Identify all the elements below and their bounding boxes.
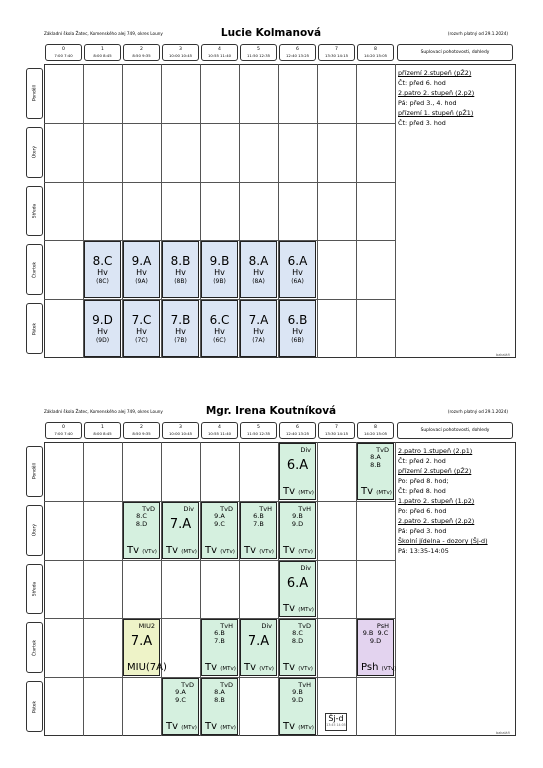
lesson-group: (MTv) <box>220 724 236 731</box>
day-name: Středa <box>32 581 37 597</box>
column-divider <box>122 442 123 736</box>
lesson-class: 7.A <box>169 516 192 532</box>
lesson-subject: Hv <box>136 268 147 278</box>
lesson-class: 7.C <box>131 313 152 328</box>
period-header-3 <box>162 422 199 439</box>
lesson-code: Div <box>183 504 194 513</box>
lesson-class: 8.C <box>92 254 113 269</box>
lesson-classes: 6.B 7.B <box>253 511 264 528</box>
lesson-group: (8A) <box>252 278 265 286</box>
lunch-duty-box[interactable] <box>325 713 347 731</box>
period-header-7 <box>318 44 355 61</box>
period-time: 11:50 12:35 <box>246 431 271 436</box>
period-time: 12:40 13:25 <box>285 431 310 436</box>
lesson-cell[interactable] <box>240 300 277 357</box>
lesson-cell[interactable] <box>357 443 394 500</box>
period-number: 7 <box>335 425 338 430</box>
lesson-subject <box>283 662 313 673</box>
timetable-sheet-kolmanova <box>26 24 516 362</box>
lesson-group: (VTv) <box>220 548 235 555</box>
period-header-4 <box>201 422 238 439</box>
period-number: 4 <box>218 425 221 430</box>
lesson-class: 7.A <box>247 634 270 650</box>
validity-note: (rozvrh platný od 29.1.2024) <box>447 31 508 36</box>
lesson-subject-text: Tv <box>205 720 218 732</box>
period-time: 10:55 11:40 <box>207 53 232 58</box>
lesson-group: (VTv) <box>298 666 313 673</box>
lesson-group: (MTv) <box>181 548 197 555</box>
lesson-subject-text: Tv <box>205 662 218 674</box>
lesson-subject-text: Tv <box>283 485 296 497</box>
period-header-4 <box>201 44 238 61</box>
lesson-group: (MTv) <box>220 666 236 673</box>
lesson-code: PsH <box>376 622 389 631</box>
day-name: Čtvrtek <box>32 261 37 278</box>
lesson-code: TvD <box>220 681 233 690</box>
lesson-group: (6C) <box>213 337 226 345</box>
day-label-1 <box>26 505 43 556</box>
validity-note: (rozvrh platný od 29.1.2024) <box>447 409 508 414</box>
day-name: Pátek <box>32 322 37 335</box>
period-number: 1 <box>101 425 104 430</box>
lesson-subject-text: Tv <box>361 485 374 497</box>
lesson-subject <box>283 603 314 614</box>
lesson-cell[interactable] <box>201 619 238 676</box>
lesson-code: TvD <box>298 622 311 631</box>
lesson-code: TvD <box>181 681 194 690</box>
period-header-8 <box>357 44 394 61</box>
lesson-group: (MTv) <box>376 489 392 496</box>
lesson-subject: Hv <box>175 327 186 337</box>
period-number: 7 <box>335 47 338 52</box>
period-time: 12:40 13:25 <box>285 53 310 58</box>
day-label-4 <box>26 303 43 354</box>
lesson-group: (6B) <box>291 337 304 345</box>
row-divider <box>44 182 395 183</box>
teacher-name: Lucie Kolmanová <box>220 27 322 39</box>
lesson-cell[interactable] <box>123 502 160 559</box>
supervision-entry: přízemí 2.stupeň (pŽ2) <box>398 467 472 475</box>
supervision-header: Suplovací pohotovosti, dohledy <box>397 44 513 61</box>
lesson-classes: 9.A 9.C <box>175 688 186 705</box>
lesson-subject <box>205 545 235 556</box>
lesson-code: TvH <box>298 504 311 513</box>
lesson-cell[interactable] <box>84 241 121 298</box>
period-time: 7:00 7:40 <box>54 431 73 436</box>
lesson-cell[interactable] <box>279 619 316 676</box>
lesson-subject: Hv <box>97 268 108 278</box>
lesson-code: Div <box>261 622 272 631</box>
supervision-entry: Čt: před 3. hod <box>398 119 446 127</box>
lesson-subject <box>361 662 396 673</box>
period-header-5 <box>240 422 277 439</box>
lesson-subject <box>127 662 167 673</box>
lesson-code: TvD <box>142 504 155 513</box>
lesson-group: (8B) <box>174 278 187 286</box>
day-label-2 <box>26 186 43 237</box>
period-time: 7:00 7:40 <box>54 53 73 58</box>
period-number: 2 <box>140 425 143 430</box>
supervision-entry: 2.patro 2. stupeň (2.p2) <box>398 517 475 525</box>
lesson-class: 8.B <box>170 254 191 269</box>
lesson-classes: 9.B 9.D <box>291 511 304 528</box>
period-header-5 <box>240 44 277 61</box>
lesson-subject-text: Psh <box>361 662 379 674</box>
lesson-subject <box>205 662 236 673</box>
lesson-class: 7.B <box>170 313 191 328</box>
supervision-list <box>398 68 474 128</box>
lesson-class: 6.A <box>286 575 309 591</box>
lesson-cell[interactable] <box>201 678 238 735</box>
period-time: 10:00 10:45 <box>168 53 193 58</box>
lesson-cell[interactable] <box>162 241 199 298</box>
period-header-6 <box>279 422 316 439</box>
period-number: 4 <box>218 47 221 52</box>
lesson-subject: Hv <box>214 327 225 337</box>
lesson-subject <box>166 721 197 732</box>
lesson-class: 9.A <box>131 254 152 269</box>
lesson-class: 9.D <box>92 313 113 328</box>
day-label-0 <box>26 68 43 119</box>
lesson-subject <box>283 721 314 732</box>
lesson-class: 8.A <box>248 254 269 269</box>
period-number: 0 <box>62 47 65 52</box>
period-header-1 <box>84 44 121 61</box>
lesson-subject-text: Tv <box>166 544 179 556</box>
period-time: 10:00 10:45 <box>168 431 193 436</box>
day-name: Úterý <box>32 146 37 159</box>
supervision-entry: Po: před 8. hod; <box>398 477 449 485</box>
period-number: 1 <box>101 47 104 52</box>
lesson-cell[interactable] <box>162 678 199 735</box>
supervision-entry: přízemí 2.stupeň (pŽ2) <box>398 69 472 77</box>
period-number: 2 <box>140 47 143 52</box>
lesson-cell[interactable] <box>279 443 316 500</box>
lesson-group: (9A) <box>135 278 148 286</box>
lesson-cell[interactable] <box>279 241 316 298</box>
column-divider <box>239 442 240 736</box>
lesson-subject-text: Tv <box>244 544 257 556</box>
lunch-duty-time: 13:45 14:05 <box>326 723 346 728</box>
supervision-entry: Čt: před 8. hod <box>398 487 446 495</box>
lesson-cell[interactable] <box>240 502 277 559</box>
supervision-entry: Po: před 6. hod <box>398 507 447 515</box>
lesson-subject <box>244 545 274 556</box>
column-divider <box>356 64 357 358</box>
school-name: Základní škola Žatec, Komenského alej 749, okres Louny <box>44 409 163 414</box>
column-divider <box>317 64 318 358</box>
day-label-3 <box>26 244 43 295</box>
column-divider <box>83 442 84 736</box>
lesson-classes: 9.B 9.D <box>291 688 304 705</box>
lesson-group: (7B) <box>174 337 187 345</box>
period-header-8 <box>357 422 394 439</box>
teacher-name: Mgr. Irena Koutníková <box>205 405 337 417</box>
lesson-subject <box>244 662 274 673</box>
lesson-cell[interactable] <box>279 300 316 357</box>
lesson-cell[interactable] <box>201 300 238 357</box>
lesson-class: 6.C <box>209 313 230 328</box>
period-number: 8 <box>374 47 377 52</box>
lesson-group: (7A) <box>252 337 265 345</box>
lesson-cell[interactable] <box>279 502 316 559</box>
lesson-subject: Hv <box>253 327 264 337</box>
lesson-class: 6.A <box>286 458 309 473</box>
lesson-group: (VTv) <box>259 666 274 673</box>
row-divider <box>44 123 395 124</box>
lesson-classes: 8.C 8.D <box>135 511 148 528</box>
lesson-group: (MTv) <box>298 607 314 614</box>
period-number: 0 <box>62 425 65 430</box>
period-header-2 <box>123 44 160 61</box>
lesson-group: (9B) <box>213 278 226 286</box>
day-label-3 <box>26 622 43 673</box>
supervision-entry: Čt: před 6. hod <box>398 79 446 87</box>
period-time: 14:20 15:05 <box>363 53 388 58</box>
lesson-group: (MTv) <box>298 489 314 496</box>
supervision-entry: Pá: před 3. hod <box>398 527 447 535</box>
lesson-cell[interactable] <box>279 678 316 735</box>
lesson-group: (7C) <box>135 337 148 345</box>
lesson-classes: 9.B 9.C 9.D <box>362 629 389 646</box>
period-header-6 <box>279 44 316 61</box>
period-time: 14:20 15:05 <box>363 431 388 436</box>
lesson-subject: Hv <box>97 327 108 337</box>
lesson-subject-text: Tv <box>283 544 296 556</box>
lesson-classes: 9.A 9.C <box>214 511 225 528</box>
lesson-group: (6A) <box>291 278 304 286</box>
lesson-group: (VTv) <box>298 548 313 555</box>
lesson-subject <box>283 486 314 497</box>
timetable-sheet-koutnikova <box>26 402 516 740</box>
period-time: 10:55 11:40 <box>207 431 232 436</box>
lesson-cell[interactable] <box>357 619 397 676</box>
bakalari-logo: bakaláři <box>495 353 510 357</box>
period-number: 5 <box>257 47 260 52</box>
period-number: 6 <box>296 47 299 52</box>
lesson-subject <box>205 721 236 732</box>
lesson-cell[interactable] <box>123 300 160 357</box>
lesson-subject: Hv <box>214 268 225 278</box>
lesson-group: (9D) <box>95 337 110 345</box>
column-divider <box>395 442 396 736</box>
lesson-group: (VTv) <box>381 666 397 673</box>
lesson-subject <box>283 545 313 556</box>
lesson-subject: Hv <box>292 327 303 337</box>
lesson-subject: Hv <box>253 268 264 278</box>
supervision-entry: přízemí 1. stupeň (pŽ1) <box>398 109 474 117</box>
lesson-code: TvH <box>259 504 272 513</box>
period-time: 8:00 8:45 <box>93 431 112 436</box>
day-name: Pondělí <box>32 463 37 480</box>
column-divider <box>395 64 396 358</box>
lesson-cell[interactable] <box>84 300 121 357</box>
lesson-subject: Hv <box>292 268 303 278</box>
period-time: 13:30 14:15 <box>324 53 349 58</box>
lesson-cell[interactable] <box>162 300 199 357</box>
period-time: 13:30 14:15 <box>324 431 349 436</box>
lesson-code: TvD <box>220 504 233 513</box>
lesson-classes: 8.A 8.B <box>214 688 225 705</box>
lunch-duty-label: Šj-d <box>328 714 344 724</box>
period-time: 11:50 12:35 <box>246 53 271 58</box>
lesson-subject-text: Tv <box>283 662 296 674</box>
lesson-cell[interactable] <box>201 502 238 559</box>
lesson-subject: Hv <box>175 268 186 278</box>
lesson-subject-text: Tv <box>127 544 140 556</box>
lesson-classes: 6.B 7.B <box>214 629 225 646</box>
supervision-entry: Pá: před 3., 4. hod <box>398 99 457 107</box>
lesson-class: 7.A <box>248 313 269 328</box>
lesson-class: 7.A <box>130 634 153 650</box>
lesson-group: (8C) <box>96 278 109 286</box>
period-time: 8:50 9:35 <box>132 53 151 58</box>
lesson-code: TvH <box>220 622 233 631</box>
day-label-2 <box>26 564 43 615</box>
lesson-subject-text: Tv <box>244 662 257 674</box>
period-time: 8:00 8:45 <box>93 53 112 58</box>
day-name: Pondělí <box>32 85 37 102</box>
lesson-classes: 8.C 8.D <box>291 629 304 646</box>
lesson-cell[interactable] <box>123 619 167 676</box>
period-header-2 <box>123 422 160 439</box>
day-label-1 <box>26 127 43 178</box>
lesson-code: Div <box>300 446 311 454</box>
supervision-entry: Čt: před 2. hod <box>398 457 446 465</box>
supervision-entry: Pá: 13:35-14:05 <box>398 547 449 555</box>
lesson-subject <box>361 486 392 497</box>
school-name: Základní škola Žatec, Komenského alej 749, okres Louny <box>44 31 163 36</box>
lesson-cell[interactable] <box>240 619 277 676</box>
lesson-cell[interactable] <box>240 241 277 298</box>
lesson-subject-text: Tv <box>283 603 296 615</box>
lesson-subject-text: Tv <box>205 544 218 556</box>
lesson-cell[interactable] <box>162 502 199 559</box>
column-divider <box>317 442 318 736</box>
supervision-entry: 2.patro 1.stupeň (2.p1) <box>398 447 473 455</box>
lesson-class: 9.B <box>209 254 230 269</box>
day-name: Úterý <box>32 524 37 537</box>
lesson-cell[interactable] <box>201 241 238 298</box>
lesson-code: TvD <box>376 446 389 454</box>
lesson-code: Div <box>300 563 311 572</box>
lesson-group: (MTv) <box>298 724 314 731</box>
lesson-subject-text: Tv <box>166 720 179 732</box>
lesson-code: TvH <box>298 681 311 690</box>
lesson-cell[interactable] <box>279 561 316 618</box>
bakalari-logo: bakaláři <box>495 731 510 735</box>
period-header-7 <box>318 422 355 439</box>
period-number: 3 <box>179 425 182 430</box>
supervision-entry: 1.patro 2. stupeň (1.p2) <box>398 497 475 505</box>
day-name: Čtvrtek <box>32 639 37 656</box>
lesson-group: (MTv) <box>181 724 197 731</box>
supervision-entry: 2.patro 2. stupeň (2.p2) <box>398 89 475 97</box>
lesson-subject <box>166 545 197 556</box>
lesson-class: 6.B <box>287 313 308 328</box>
lesson-code: MIU2 <box>138 622 155 631</box>
lesson-subject <box>127 545 157 556</box>
period-number: 3 <box>179 47 182 52</box>
period-header-0 <box>45 44 82 61</box>
period-header-0 <box>45 422 82 439</box>
lesson-group: (VTv) <box>259 548 274 555</box>
period-number: 5 <box>257 425 260 430</box>
day-name: Pátek <box>32 700 37 713</box>
day-label-4 <box>26 681 43 732</box>
period-number: 8 <box>374 425 377 430</box>
period-number: 6 <box>296 425 299 430</box>
period-time: 8:50 9:35 <box>132 431 151 436</box>
lesson-subject-text: MIU(7A) <box>127 662 167 674</box>
lesson-subject: Hv <box>136 327 147 337</box>
lesson-cell[interactable] <box>123 241 160 298</box>
period-header-3 <box>162 44 199 61</box>
lesson-group: (VTv) <box>142 548 157 555</box>
day-label-0 <box>26 446 43 497</box>
lesson-classes: 8.A 8.B <box>370 453 381 469</box>
day-name: Středa <box>32 203 37 219</box>
supervision-list <box>398 446 488 556</box>
lesson-subject-text: Tv <box>283 720 296 732</box>
period-header-1 <box>84 422 121 439</box>
supervision-entry: Školní jídelna - dozory (Šj-d) <box>398 537 488 545</box>
lesson-class: 6.A <box>287 254 308 269</box>
supervision-header: Suplovací pohotovosti, dohledy <box>397 422 513 439</box>
row-divider <box>44 560 395 561</box>
